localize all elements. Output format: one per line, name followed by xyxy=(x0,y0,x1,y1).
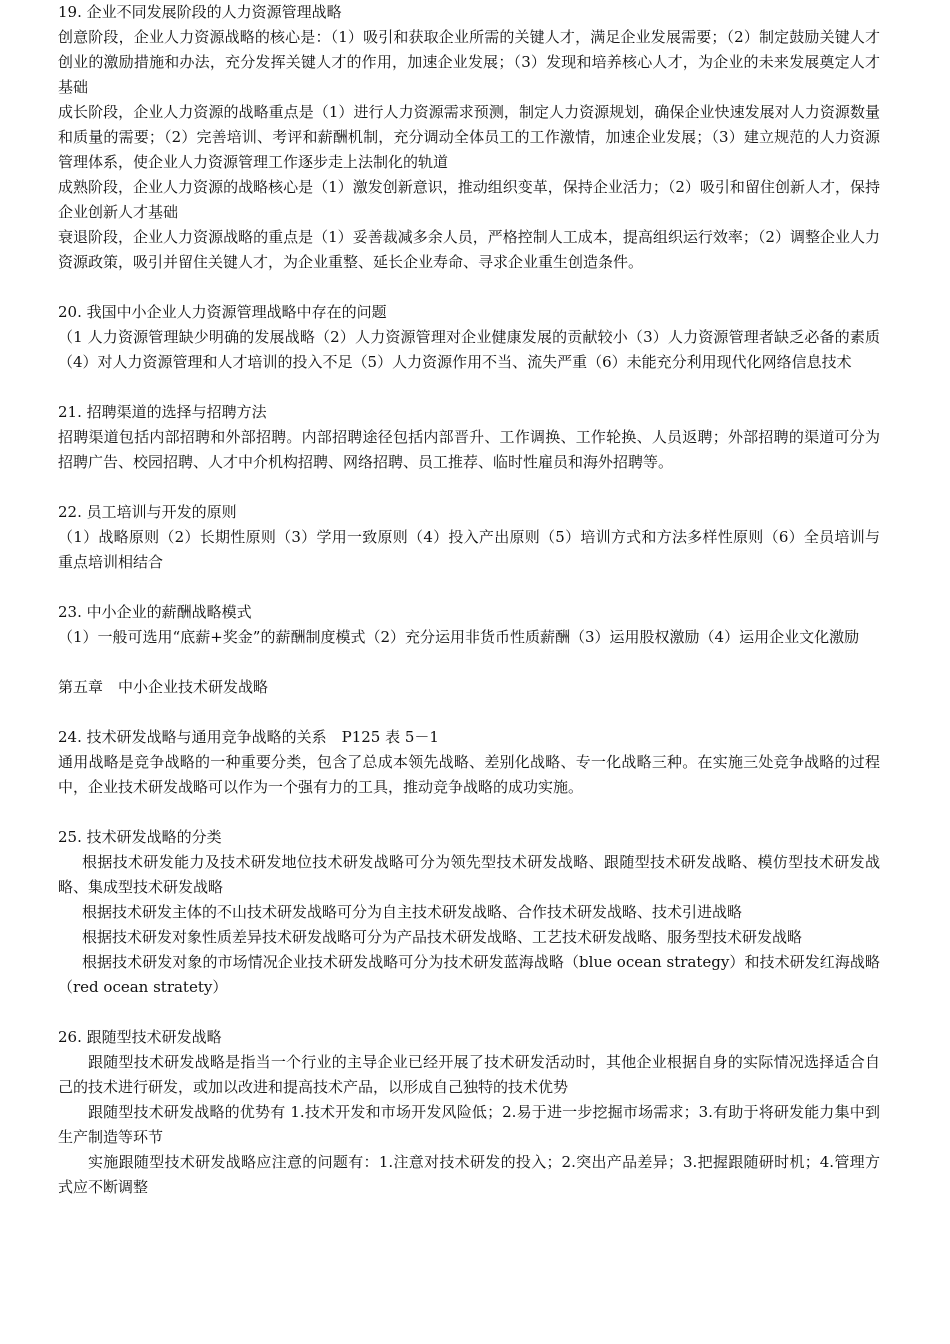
paragraph: 成熟阶段，企业人力资源的战略核心是（1）激发创新意识，推动组织变革，保持企业活力；（2）吸引和留住创新人才，保持企业创新人才基础 xyxy=(58,178,880,221)
spacer xyxy=(58,475,880,500)
chapter-title: 第五章 中小企业技术研发战略 xyxy=(58,678,269,696)
section-title: 24. 技术研发战略与通用竞争战略的关系 P125 表 5－1 xyxy=(58,728,439,746)
section-title: 22. 员工培训与开发的原则 xyxy=(58,503,237,521)
section-21 xyxy=(58,400,880,475)
spacer xyxy=(58,650,880,675)
paragraph: （1）一般可选用“底薪+奖金”的薪酬制度模式（2）充分运用非货币性质薪酬（3）运用股权激励（4）运用企业文化激励 xyxy=(58,628,860,646)
spacer xyxy=(58,575,880,600)
spacer xyxy=(58,800,880,825)
paragraph: 招聘渠道包括内部招聘和外部招聘。内部招聘途径包括内部晋升、工作调换、工作轮换、人员返聘；外部招聘的渠道可分为招聘广告、校园招聘、人才中介机构招聘、网络招聘、员工推荐、临时性雇员和海外招聘等。 xyxy=(58,428,880,471)
spacer xyxy=(58,275,880,300)
paragraph: 根据技术研发主体的不山技术研发战略可分为自主技术研发战略、合作技术研发战略、技术引进战略 xyxy=(82,903,743,921)
section-title: 20. 我国中小企业人力资源管理战略中存在的问题 xyxy=(58,303,387,321)
paragraph: 根据技术研发能力及技术研发地位技术研发战略可分为领先型技术研发战略、跟随型技术研发战略、模仿型技术研发战略、集成型技术研发战略 xyxy=(58,853,880,896)
spacer xyxy=(58,1000,880,1025)
paragraph: 成长阶段，企业人力资源的战略重点是（1）进行人力资源需求预测，制定人力资源规划，确保企业快速发展对人力资源数量和质量的需要；（2）完善培训、考评和薪酬机制，充分调动全体员工的工作激情，加速企业发展；（3）建立规范的人力资源管理体系，使企业人力资源管理工作逐步走上法制化的轨道 xyxy=(58,103,880,171)
paragraph: 跟随型技术研发战略的优势有 1.技术开发和市场开发风险低；2.易于进一步挖掘市场需求；3.有助于将研发能力集中到生产制造等环节 xyxy=(58,1103,880,1146)
paragraph: 衰退阶段，企业人力资源战略的重点是（1）妥善裁减多余人员，严格控制人工成本，提高组织运行效率；（2）调整企业人力资源政策，吸引并留住关键人才，为企业重整、延长企业寿命、寻求企业重生创造条件。 xyxy=(58,228,880,271)
paragraph: 通用战略是竞争战略的一种重要分类，包含了总成本领先战略、差别化战略、专一化战略三种。在实施三处竞争战略的过程中，企业技术研发战略可以作为一个强有力的工具，推动竞争战略的成功实施。 xyxy=(58,753,880,796)
paragraph: 跟随型技术研发战略是指当一个行业的主导企业已经开展了技术研发活动时，其他企业根据自身的实际情况选择适合自己的技术进行研发，或加以改进和提高技术产品，以形成自己独特的技术优势 xyxy=(58,1053,880,1096)
section-23 xyxy=(58,600,880,650)
section-title: 23. 中小企业的薪酬战略模式 xyxy=(58,603,252,621)
section-title: 26. 跟随型技术研发战略 xyxy=(58,1028,222,1046)
section-19 xyxy=(58,0,880,275)
section-25 xyxy=(58,825,880,1000)
paragraph: 根据技术研发对象性质差异技术研发战略可分为产品技术研发战略、工艺技术研发战略、服务型技术研发战略 xyxy=(82,928,803,946)
section-22 xyxy=(58,500,880,575)
section-20 xyxy=(58,300,880,375)
paragraph: 根据技术研发对象的市场情况企业技术研发战略可分为技术研发蓝海战略（blue ocean strategy）和技术研发红海战略（red ocean stratety） xyxy=(58,953,880,996)
paragraph: 实施跟随型技术研发战略应注意的问题有：1.注意对技术研发的投入；2.突出产品差异；3.把握跟随研时机；4.管理方式应不断调整 xyxy=(58,1153,880,1196)
section-24 xyxy=(58,725,880,800)
paragraph: （1）战略原则（2）长期性原则（3）学用一致原则（4）投入产出原则（5）培训方式和方法多样性原则（6）全员培训与重点培训相结合 xyxy=(58,528,880,571)
section-26 xyxy=(58,1025,880,1200)
section-title: 25. 技术研发战略的分类 xyxy=(58,828,222,846)
section-title: 21. 招聘渠道的选择与招聘方法 xyxy=(58,403,267,421)
spacer xyxy=(58,375,880,400)
document-page xyxy=(58,0,880,1200)
paragraph: （1 人力资源管理缺少明确的发展战略（2）人力资源管理对企业健康发展的贡献较小（3）人力资源管理者缺乏必备的素质（4）对人力资源管理和人才培训的投入不足（5）人力资源作用不当、流失严重（6）未能充分利用现代化网络信息技术 xyxy=(58,328,880,371)
section-title: 19. 企业不同发展阶段的人力资源管理战略 xyxy=(58,3,342,21)
paragraph: 创意阶段，企业人力资源战略的核心是：（1）吸引和获取企业所需的关键人才，满足企业发展需要；（2）制定鼓励关键人才创业的激励措施和办法，充分发挥关键人才的作用，加速企业发展；（3）发现和培养核心人才，为企业的未来发展奠定人才基础 xyxy=(58,28,880,96)
spacer xyxy=(58,700,880,725)
